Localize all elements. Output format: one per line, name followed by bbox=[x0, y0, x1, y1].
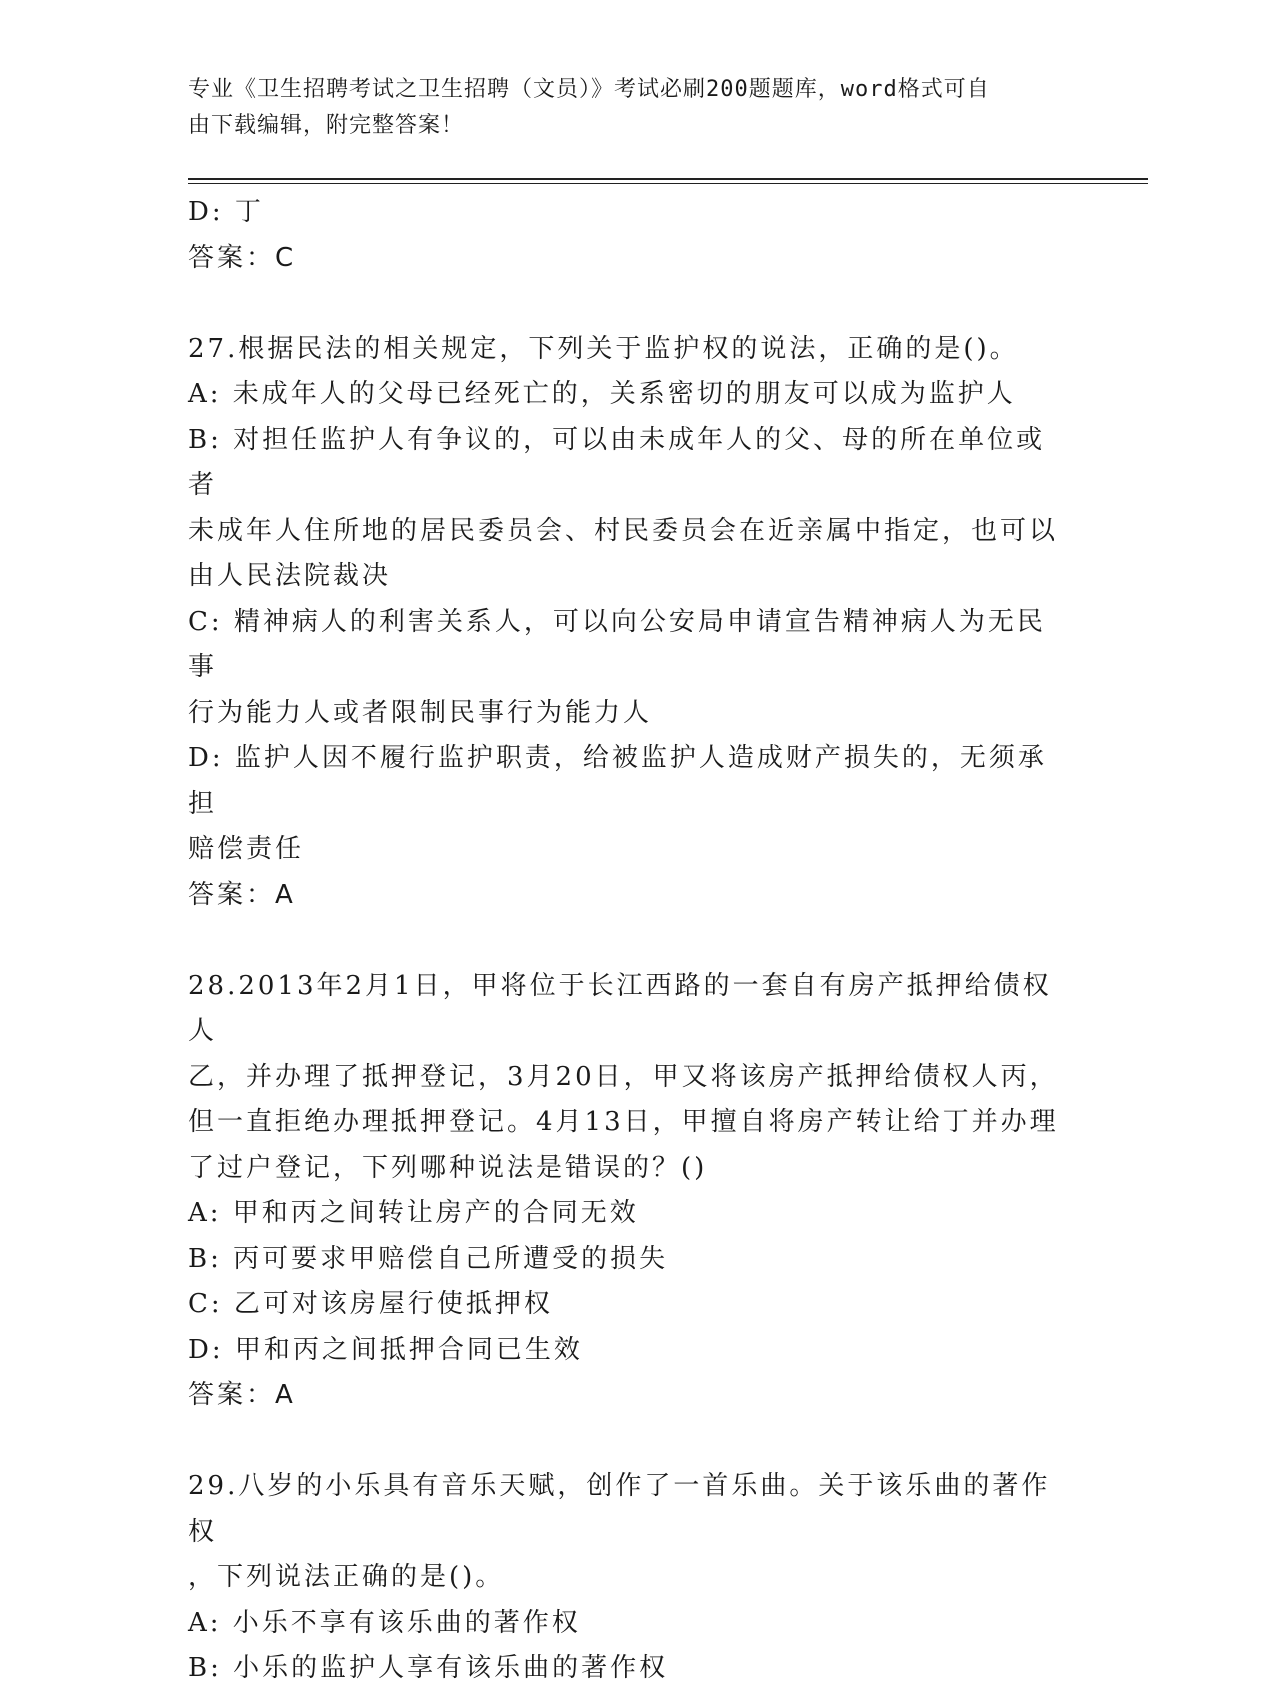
question-27-option-d-line2: 赔偿责任 bbox=[188, 834, 305, 864]
spacer bbox=[188, 918, 1068, 964]
question-27-option-c-line1: C: 精神病人的利害关系人，可以向公安局申请宣告精神病人为无民事 bbox=[188, 606, 1046, 682]
header-line-2: 由下载编辑，附完整答案！ bbox=[188, 113, 465, 138]
spacer bbox=[188, 281, 1068, 327]
question-27-stem: 27.根据民法的相关规定，下列关于监护权的说法，正确的是()。 bbox=[188, 333, 1019, 364]
question-27-option-b-line1: B: 对担任监护人有争议的，可以由未成年人的父、母的所在单位或者 bbox=[188, 424, 1046, 500]
question-28-stem-line4: 了过户登记，下列哪种说法是错误的？() bbox=[188, 1152, 708, 1183]
question-28-option-d: D: 甲和丙之间抵押合同已生效 bbox=[188, 1334, 583, 1365]
prev-option-d: D: 丁 bbox=[188, 197, 264, 227]
document-content bbox=[188, 190, 1068, 1692]
document-page bbox=[188, 0, 1148, 1692]
question-28 bbox=[188, 964, 1068, 1419]
question-28-stem-line1: 28.2013年2月1日，甲将位于长江西路的一套自有房产抵押给债权人 bbox=[188, 970, 1052, 1046]
question-28-option-b: B: 丙可要求甲赔偿自己所遭受的损失 bbox=[188, 1243, 669, 1274]
question-29-option-a: A: 小乐不享有该乐曲的著作权 bbox=[188, 1607, 581, 1638]
header-rule-thick bbox=[188, 178, 1148, 180]
question-28-answer: 答案：A bbox=[188, 1380, 296, 1410]
question-29-option-b: B: 小乐的监护人享有该乐曲的著作权 bbox=[188, 1653, 669, 1683]
question-27-answer: 答案：A bbox=[188, 879, 296, 910]
question-27-option-a: A: 未成年人的父母已经死亡的，关系密切的朋友可以成为监护人 bbox=[188, 379, 1016, 409]
header-rule-thin bbox=[188, 183, 1148, 184]
question-29-stem-line2: ，下列说法正确的是()。 bbox=[188, 1562, 505, 1592]
question-29-stem-line1: 29.八岁的小乐具有音乐天赋，创作了一首乐曲。关于该乐曲的著作权 bbox=[188, 1471, 1051, 1547]
question-27-option-c-line2: 行为能力人或者限制民事行为能力人 bbox=[188, 697, 653, 728]
question-27-option-b-line2: 未成年人住所地的居民委员会、村民委员会在近亲属中指定，也可以 bbox=[188, 515, 1059, 546]
spacer bbox=[188, 1419, 1068, 1465]
header-line-1: 专业《卫生招聘考试之卫生招聘（文员）》考试必刷200题题库，word格式可自 bbox=[188, 77, 990, 102]
question-28-stem-line3: 但一直拒绝办理抵押登记。4月13日，甲擅自将房产转让给丁并办理 bbox=[188, 1107, 1059, 1137]
prev-answer: 答案：C bbox=[188, 242, 297, 273]
question-27-option-b-line3: 由人民法院裁决 bbox=[188, 561, 392, 591]
question-28-option-a: A: 甲和丙之间转让房产的合同无效 bbox=[188, 1198, 639, 1228]
question-28-stem-line2: 乙，并办理了抵押登记，3月20日，甲又将该房产抵押给债权人丙， bbox=[188, 1061, 1059, 1092]
document-header bbox=[188, 72, 1068, 144]
question-27 bbox=[188, 327, 1068, 919]
question-29 bbox=[188, 1464, 1068, 1692]
question-27-option-d-line1: D: 监护人因不履行监护职责，给被监护人造成财产损失的，无须承担 bbox=[188, 743, 1047, 819]
question-28-option-c: C: 乙可对该房屋行使抵押权 bbox=[188, 1289, 553, 1319]
